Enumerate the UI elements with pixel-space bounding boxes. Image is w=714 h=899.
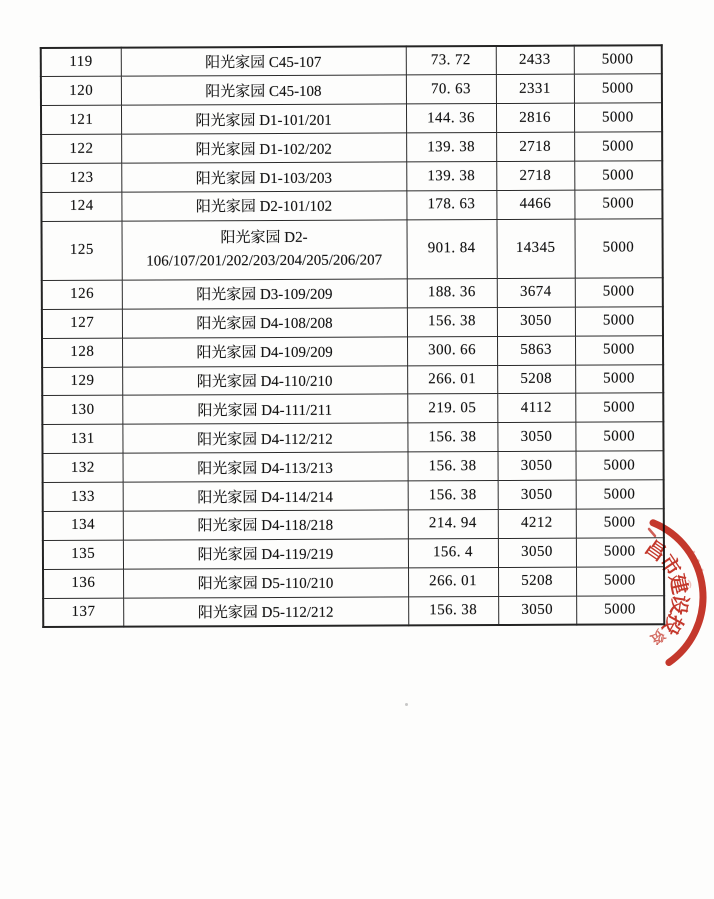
area-cell: 188. 36: [407, 278, 497, 307]
unit-price-cell: 5000: [575, 335, 663, 364]
table-row: [42, 335, 663, 367]
area-cell: 901. 84: [406, 219, 496, 278]
unit-price-cell: 5000: [574, 74, 662, 103]
total-price-cell: 3050: [498, 451, 576, 480]
row-number-cell: 131: [42, 424, 122, 453]
property-name-cell: 阳光家园 D4-119/219: [123, 539, 408, 569]
property-name-cell: 阳光家园 D5-110/210: [123, 568, 408, 598]
row-number-cell: 136: [43, 569, 123, 598]
table-row: [41, 132, 662, 164]
total-price-cell: 3674: [497, 278, 575, 307]
seal-ink-fleck: [701, 569, 704, 572]
table-row: [41, 190, 662, 222]
property-name-cell: 阳光家园 D1-101/201: [121, 104, 406, 134]
row-number-cell: 122: [41, 134, 121, 163]
row-number-cell: 119: [41, 48, 121, 77]
table-row: [41, 74, 662, 106]
total-price-cell: 14345: [496, 219, 574, 278]
area-cell: 300. 66: [407, 336, 497, 365]
total-price-cell: 3050: [498, 480, 576, 509]
table-row: [41, 161, 662, 193]
unit-price-cell: 5000: [575, 278, 663, 307]
area-cell: 214. 94: [408, 509, 498, 538]
total-price-cell: 5863: [497, 336, 575, 365]
total-price-cell: 3050: [498, 538, 576, 567]
area-cell: 266. 01: [407, 365, 497, 394]
area-cell: 266. 01: [408, 567, 498, 596]
property-name-cell: 阳光家园 D4-108/208: [122, 308, 407, 338]
table-row: [41, 45, 662, 77]
unit-price-cell: 5000: [575, 364, 663, 393]
area-cell: 219. 05: [407, 394, 497, 423]
property-name-cell: 阳光家园 D4-111/211: [122, 394, 407, 424]
row-number-cell: 127: [42, 309, 122, 338]
row-number-cell: 137: [43, 598, 123, 627]
scan-speck: [405, 703, 408, 706]
row-number-cell: 132: [43, 453, 123, 482]
area-cell: 139. 38: [406, 162, 496, 191]
unit-price-cell: 5000: [574, 45, 662, 74]
table-row: [41, 219, 662, 281]
unit-price-cell: 5000: [576, 595, 664, 624]
table-row: [43, 595, 664, 627]
total-price-cell: 4466: [496, 190, 574, 219]
row-number-cell: 126: [42, 280, 122, 309]
area-cell: 144. 36: [406, 104, 496, 133]
area-cell: 156. 38: [408, 596, 498, 625]
row-number-cell: 124: [41, 192, 121, 221]
total-price-cell: 5208: [498, 567, 576, 596]
unit-price-cell: 5000: [575, 393, 663, 422]
table-row: [42, 364, 663, 396]
row-number-cell: 133: [43, 482, 123, 511]
seal-partial-character: 资: [646, 625, 667, 647]
total-price-cell: 3050: [498, 596, 576, 625]
property-name-cell: 阳光家园 D4-110/210: [122, 365, 407, 395]
property-name-cell: 阳光家园 D1-102/202: [121, 133, 406, 163]
row-number-cell: 128: [42, 338, 122, 367]
row-number-cell: 135: [43, 540, 123, 569]
table-row: [43, 451, 664, 483]
seal-character: 投: [657, 610, 687, 639]
total-price-cell: 3050: [497, 307, 575, 336]
property-name-cell: 阳光家园 D4-118/218: [123, 510, 408, 540]
table-row: [41, 103, 662, 135]
property-name-cell: 阳光家园 D4-114/214: [123, 481, 408, 511]
table-row: [42, 307, 663, 339]
total-price-cell: 4212: [498, 509, 576, 538]
unit-price-cell: 5000: [575, 422, 663, 451]
total-price-cell: 2331: [496, 75, 574, 104]
property-name-cell: 阳光家园 C45-107: [121, 46, 406, 76]
area-cell: 178. 63: [406, 190, 496, 219]
property-name-cell: 阳光家园 D5-112/212: [123, 597, 408, 627]
unit-price-cell: 5000: [576, 509, 664, 538]
seal-character: 设: [666, 593, 691, 617]
property-name-cell: 阳光家园 D4-112/212: [122, 423, 407, 453]
property-name-cell: 阳光家园 D2-101/102: [121, 191, 406, 221]
unit-price-cell: 5000: [576, 567, 664, 596]
total-price-cell: 5208: [497, 365, 575, 394]
total-price-cell: 2718: [496, 161, 574, 190]
area-cell: 139. 38: [406, 133, 496, 162]
unit-price-cell: 5000: [574, 219, 662, 278]
property-name-cell: 阳光家园 D2- 106/107/201/202/203/204/205/206/207: [121, 220, 406, 280]
seal-ink-fleck: [696, 559, 699, 562]
unit-price-cell: 5000: [574, 161, 662, 190]
property-name-cell: 阳光家园 D3-109/209: [122, 279, 407, 309]
row-number-cell: 129: [42, 367, 122, 396]
table-row: [42, 422, 663, 454]
total-price-cell: 2816: [496, 103, 574, 132]
table-row: [42, 278, 663, 310]
area-cell: 156. 38: [407, 307, 497, 336]
unit-price-cell: 5000: [576, 538, 664, 567]
total-price-cell: 2433: [496, 46, 574, 75]
row-number-cell: 123: [41, 163, 121, 192]
unit-price-cell: 5000: [576, 451, 664, 480]
row-number-cell: 134: [43, 511, 123, 540]
total-price-cell: 2718: [496, 132, 574, 161]
seal-ink-fleck: [688, 580, 691, 588]
property-name-cell: 阳光家园 D1-103/203: [121, 162, 406, 192]
unit-price-cell: 5000: [574, 190, 662, 219]
row-number-cell: 130: [42, 396, 122, 425]
row-number-cell: 120: [41, 77, 121, 106]
area-cell: 73. 72: [406, 46, 496, 75]
seal-character: 昌: [640, 536, 670, 566]
property-name-cell: 阳光家园 D4-113/213: [123, 452, 408, 482]
property-name-cell: 阳光家园 C45-108: [121, 75, 406, 105]
total-price-cell: 4112: [497, 394, 575, 423]
area-cell: 156. 38: [408, 481, 498, 510]
area-cell: 70. 63: [406, 75, 496, 104]
property-price-table: [40, 44, 666, 628]
total-price-cell: 3050: [497, 422, 575, 451]
table-row: [42, 393, 663, 425]
table-row: [43, 538, 664, 570]
seal-ink-fleck: [693, 551, 695, 553]
unit-price-cell: 5000: [574, 103, 662, 132]
unit-price-cell: 5000: [576, 480, 664, 509]
row-number-cell: 121: [41, 105, 121, 134]
area-cell: 156. 38: [407, 423, 497, 452]
unit-price-cell: 5000: [575, 307, 663, 336]
area-cell: 156. 4: [408, 538, 498, 567]
table-row: [43, 509, 664, 541]
property-name-cell: 阳光家园 D4-109/209: [122, 337, 407, 367]
table-row: [43, 480, 664, 512]
seal-character: 建: [664, 572, 691, 597]
table-row: [43, 567, 664, 599]
seal-character: 市: [654, 551, 685, 581]
unit-price-cell: 5000: [574, 132, 662, 161]
area-cell: 156. 38: [408, 452, 498, 481]
row-number-cell: 125: [41, 221, 121, 280]
